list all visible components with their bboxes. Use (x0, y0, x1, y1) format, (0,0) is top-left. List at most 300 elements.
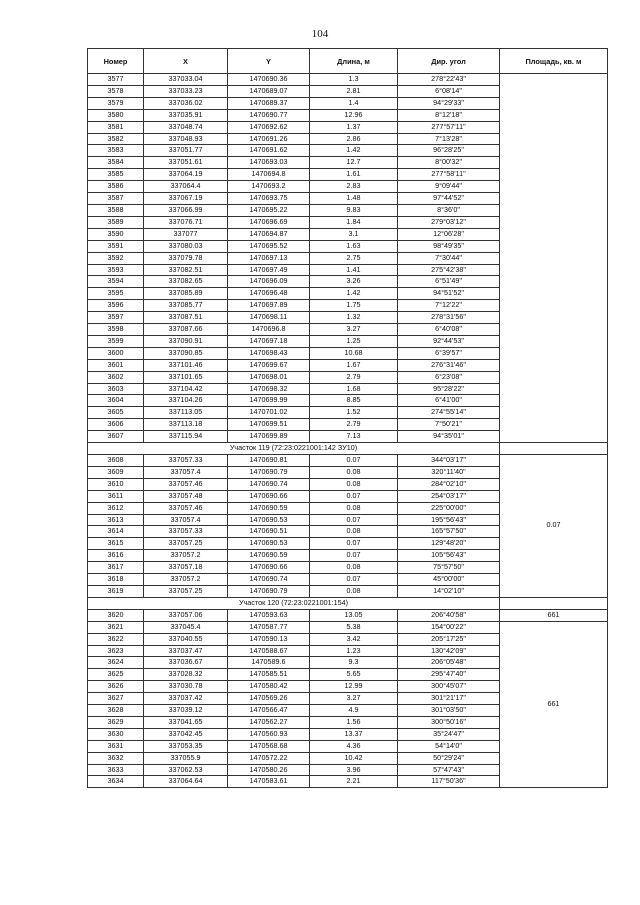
cell-x: 337057.25 (144, 538, 228, 550)
area-cell: 0.07 (500, 455, 608, 598)
cell-direction-angle: 277°57'11" (398, 121, 500, 133)
cell-length: 0.08 (310, 562, 398, 574)
cell-y: 1470690.79 (228, 585, 310, 597)
cell-x: 337037.47 (144, 645, 228, 657)
cell-x: 337101.65 (144, 371, 228, 383)
cell-direction-angle: 130°42'09" (398, 645, 500, 657)
cell-direction-angle: 274°55'14" (398, 407, 500, 419)
cell-direction-angle: 94°51'52" (398, 288, 500, 300)
cell-length: 3.1 (310, 228, 398, 240)
cell-y: 1470562.27 (228, 716, 310, 728)
cell-length: 3.42 (310, 633, 398, 645)
cell-length: 12.7 (310, 157, 398, 169)
cell-x: 337057.2 (144, 574, 228, 586)
cell-length: 9.3 (310, 657, 398, 669)
cell-y: 1470690.59 (228, 502, 310, 514)
cell-direction-angle: 154°00'22" (398, 621, 500, 633)
cell-number: 3632 (88, 752, 144, 764)
cell-x: 337077 (144, 228, 228, 240)
cell-number: 3623 (88, 645, 144, 657)
cell-length: 2.75 (310, 252, 398, 264)
cell-y: 1470691.26 (228, 133, 310, 145)
cell-x: 337113.18 (144, 419, 228, 431)
cell-direction-angle: 94°29'33" (398, 97, 500, 109)
cell-direction-angle: 75°57'50" (398, 562, 500, 574)
cell-length: 1.68 (310, 383, 398, 395)
cell-y: 1470689.07 (228, 85, 310, 97)
cell-direction-angle: 206°05'48" (398, 657, 500, 669)
area-cell-blank (500, 597, 608, 609)
cell-y: 1470697.18 (228, 335, 310, 347)
cell-y: 1470690.66 (228, 490, 310, 502)
cell-direction-angle: 92°44'53" (398, 335, 500, 347)
cell-direction-angle: 275°42'38" (398, 264, 500, 276)
cell-number: 3609 (88, 466, 144, 478)
cell-x: 337057.33 (144, 455, 228, 467)
cell-y: 1470693.2 (228, 181, 310, 193)
cell-length: 1.4 (310, 97, 398, 109)
cell-direction-angle: 45°00'00" (398, 574, 500, 586)
cell-x: 337057.06 (144, 609, 228, 621)
cell-length: 0.07 (310, 514, 398, 526)
cell-number: 3606 (88, 419, 144, 431)
cell-number: 3598 (88, 324, 144, 336)
cell-direction-angle: 95°28'22" (398, 383, 500, 395)
cell-x: 337041.65 (144, 716, 228, 728)
cell-length: 12.99 (310, 681, 398, 693)
cell-x: 337057.48 (144, 490, 228, 502)
cell-direction-angle: 278°22'43" (398, 74, 500, 86)
cell-length: 4.9 (310, 705, 398, 717)
table-row (88, 621, 608, 633)
header-length: Длина, м (310, 49, 398, 74)
cell-direction-angle: 320°11'40" (398, 466, 500, 478)
cell-number: 3593 (88, 264, 144, 276)
cell-y: 1470590.13 (228, 633, 310, 645)
cell-x: 337064.4 (144, 181, 228, 193)
cell-y: 1470696.69 (228, 216, 310, 228)
cell-direction-angle: 57°47'43" (398, 764, 500, 776)
cell-number: 3605 (88, 407, 144, 419)
cell-x: 337057.2 (144, 550, 228, 562)
cell-number: 3616 (88, 550, 144, 562)
cell-number: 3597 (88, 312, 144, 324)
cell-y: 1470693.03 (228, 157, 310, 169)
cell-length: 2.79 (310, 371, 398, 383)
cell-length: 2.21 (310, 776, 398, 788)
cell-length: 1.48 (310, 193, 398, 205)
cell-y: 1470694.87 (228, 228, 310, 240)
cell-length: 10.42 (310, 752, 398, 764)
cell-x: 337048.93 (144, 133, 228, 145)
cell-x: 337037.42 (144, 693, 228, 705)
cell-number: 3621 (88, 621, 144, 633)
cell-length: 2.86 (310, 133, 398, 145)
area-cell-merged: 661 (500, 621, 608, 788)
cell-length: 5.65 (310, 669, 398, 681)
cell-direction-angle: 96°28'25" (398, 145, 500, 157)
cell-x: 337057.4 (144, 514, 228, 526)
cell-y: 1470560.93 (228, 728, 310, 740)
cell-y: 1470699.89 (228, 431, 310, 443)
cell-x: 337057.25 (144, 585, 228, 597)
cell-direction-angle: 7°13'28" (398, 133, 500, 145)
coordinates-table (87, 48, 608, 788)
cell-x: 337082.65 (144, 276, 228, 288)
cell-x: 337040.55 (144, 633, 228, 645)
cell-y: 1470690.66 (228, 562, 310, 574)
area-cell (500, 74, 608, 443)
cell-direction-angle: 276°31'46" (398, 359, 500, 371)
cell-x: 337085.77 (144, 300, 228, 312)
cell-number: 3619 (88, 585, 144, 597)
cell-number: 3627 (88, 693, 144, 705)
cell-number: 3601 (88, 359, 144, 371)
cell-number: 3585 (88, 169, 144, 181)
cell-x: 337033.23 (144, 85, 228, 97)
cell-x: 337053.35 (144, 740, 228, 752)
cell-direction-angle: 8°12'18" (398, 109, 500, 121)
cell-x: 337113.05 (144, 407, 228, 419)
cell-number: 3592 (88, 252, 144, 264)
cell-length: 1.25 (310, 335, 398, 347)
cell-direction-angle: 195°56'43" (398, 514, 500, 526)
cell-x: 337057.46 (144, 478, 228, 490)
cell-direction-angle: 7°12'22" (398, 300, 500, 312)
cell-x: 337057.33 (144, 526, 228, 538)
cell-direction-angle: 284°02'10" (398, 478, 500, 490)
cell-direction-angle: 225°00'00" (398, 502, 500, 514)
cell-y: 1470695.22 (228, 204, 310, 216)
cell-y: 1470689.37 (228, 97, 310, 109)
cell-x: 337057.18 (144, 562, 228, 574)
cell-x: 337067.19 (144, 193, 228, 205)
cell-y: 1470696.48 (228, 288, 310, 300)
cell-direction-angle: 54°14'0" (398, 740, 500, 752)
cell-number: 3579 (88, 97, 144, 109)
cell-length: 1.42 (310, 145, 398, 157)
cell-direction-angle: 254°03'17" (398, 490, 500, 502)
cell-number: 3617 (88, 562, 144, 574)
cell-x: 337062.53 (144, 764, 228, 776)
cell-number: 3628 (88, 705, 144, 717)
cell-length: 4.36 (310, 740, 398, 752)
cell-length: 3.96 (310, 764, 398, 776)
cell-x: 337036.67 (144, 657, 228, 669)
cell-length: 1.41 (310, 264, 398, 276)
cell-y: 1470690.74 (228, 478, 310, 490)
cell-number: 3594 (88, 276, 144, 288)
cell-number: 3604 (88, 395, 144, 407)
cell-x: 337101.46 (144, 359, 228, 371)
cell-x: 337028.32 (144, 669, 228, 681)
header-x: X (144, 49, 228, 74)
cell-number: 3588 (88, 204, 144, 216)
cell-number: 3624 (88, 657, 144, 669)
cell-x: 337082.51 (144, 264, 228, 276)
cell-length: 1.32 (310, 312, 398, 324)
cell-x: 337055.9 (144, 752, 228, 764)
cell-number: 3599 (88, 335, 144, 347)
cell-number: 3582 (88, 133, 144, 145)
table-row (88, 74, 608, 86)
cell-number: 3578 (88, 85, 144, 97)
cell-number: 3603 (88, 383, 144, 395)
cell-x: 337104.42 (144, 383, 228, 395)
cell-y: 1470566.47 (228, 705, 310, 717)
cell-length: 3.27 (310, 324, 398, 336)
section-title-row (88, 597, 608, 609)
cell-y: 1470690.74 (228, 574, 310, 586)
cell-length: 3.26 (310, 276, 398, 288)
cell-length: 0.08 (310, 526, 398, 538)
cell-x: 337035.91 (144, 109, 228, 121)
cell-y: 1470692.62 (228, 121, 310, 133)
page-number: 104 (311, 28, 329, 40)
header-y: Y (228, 49, 310, 74)
cell-number: 3633 (88, 764, 144, 776)
cell-number: 3611 (88, 490, 144, 502)
cell-x: 337064.64 (144, 776, 228, 788)
header-row (88, 49, 608, 74)
cell-number: 3602 (88, 371, 144, 383)
cell-number: 3612 (88, 502, 144, 514)
table-body (88, 74, 608, 788)
cell-direction-angle: 117°50'36" (398, 776, 500, 788)
cell-y: 1470693.75 (228, 193, 310, 205)
cell-direction-angle: 6°23'08" (398, 371, 500, 383)
cell-length: 2.83 (310, 181, 398, 193)
cell-y: 1470572.22 (228, 752, 310, 764)
cell-x: 337033.04 (144, 74, 228, 86)
cell-x: 337051.61 (144, 157, 228, 169)
cell-x: 337064.19 (144, 169, 228, 181)
cell-y: 1470690.77 (228, 109, 310, 121)
cell-number: 3622 (88, 633, 144, 645)
cell-number: 3615 (88, 538, 144, 550)
cell-y: 1470690.59 (228, 550, 310, 562)
cell-x: 337090.91 (144, 335, 228, 347)
cell-y: 1470699.67 (228, 359, 310, 371)
area-cell: 661 (500, 609, 608, 621)
cell-y: 1470690.36 (228, 74, 310, 86)
cell-length: 0.07 (310, 574, 398, 586)
cell-x: 337115.94 (144, 431, 228, 443)
cell-y: 1470699.51 (228, 419, 310, 431)
cell-y: 1470580.42 (228, 681, 310, 693)
cell-number: 3590 (88, 228, 144, 240)
cell-direction-angle: 97°44'52" (398, 193, 500, 205)
section-title: Участок 120 (72:23:0221001:154) (88, 597, 500, 609)
cell-y: 1470698.32 (228, 383, 310, 395)
cell-direction-angle: 300°45'07" (398, 681, 500, 693)
cell-number: 3581 (88, 121, 144, 133)
cell-number: 3618 (88, 574, 144, 586)
cell-x: 337087.51 (144, 312, 228, 324)
table-row (88, 609, 608, 621)
cell-y: 1470697.13 (228, 252, 310, 264)
cell-direction-angle: 344°03'17" (398, 455, 500, 467)
cell-x: 337057.46 (144, 502, 228, 514)
cell-y: 1470568.68 (228, 740, 310, 752)
cell-y: 1470690.79 (228, 466, 310, 478)
cell-length: 1.61 (310, 169, 398, 181)
cell-length: 0.08 (310, 466, 398, 478)
cell-number: 3589 (88, 216, 144, 228)
cell-direction-angle: 8°00'32" (398, 157, 500, 169)
cell-direction-angle: 98°49'35" (398, 240, 500, 252)
header-number: Номер (88, 49, 144, 74)
cell-length: 0.08 (310, 502, 398, 514)
cell-direction-angle: 35°24'47" (398, 728, 500, 740)
cell-direction-angle: 278°31'56" (398, 312, 500, 324)
cell-x: 337090.85 (144, 347, 228, 359)
cell-length: 0.07 (310, 490, 398, 502)
section-title: Участок 119 (72:23:0221001:142 ЗУ10) (88, 443, 500, 455)
cell-length: 3.27 (310, 693, 398, 705)
cell-y: 1470569.26 (228, 693, 310, 705)
cell-direction-angle: 165°57'50" (398, 526, 500, 538)
cell-number: 3630 (88, 728, 144, 740)
cell-y: 1470691.62 (228, 145, 310, 157)
cell-y: 1470696.8 (228, 324, 310, 336)
cell-length: 13.05 (310, 609, 398, 621)
cell-length: 1.67 (310, 359, 398, 371)
cell-number: 3608 (88, 455, 144, 467)
section-title-row (88, 443, 608, 455)
cell-length: 10.68 (310, 347, 398, 359)
cell-x: 337048.74 (144, 121, 228, 133)
cell-direction-angle: 277°58'11" (398, 169, 500, 181)
cell-length: 1.23 (310, 645, 398, 657)
cell-length: 1.84 (310, 216, 398, 228)
cell-number: 3614 (88, 526, 144, 538)
cell-y: 1470580.26 (228, 764, 310, 776)
cell-length: 0.08 (310, 585, 398, 597)
cell-length: 8.85 (310, 395, 398, 407)
cell-x: 337051.77 (144, 145, 228, 157)
cell-direction-angle: 12°06'28" (398, 228, 500, 240)
cell-x: 337076.71 (144, 216, 228, 228)
cell-length: 1.37 (310, 121, 398, 133)
cell-number: 3607 (88, 431, 144, 443)
cell-direction-angle: 14°02'10" (398, 585, 500, 597)
cell-number: 3595 (88, 288, 144, 300)
cell-direction-angle: 6°39'57" (398, 347, 500, 359)
cell-length: 1.56 (310, 716, 398, 728)
cell-y: 1470587.77 (228, 621, 310, 633)
cell-length: 1.3 (310, 74, 398, 86)
cell-direction-angle: 6°51'49" (398, 276, 500, 288)
cell-direction-angle: 295°47'40" (398, 669, 500, 681)
cell-y: 1470698.01 (228, 371, 310, 383)
cell-direction-angle: 206°40'58" (398, 609, 500, 621)
cell-direction-angle: 205°17'25" (398, 633, 500, 645)
cell-x: 337079.78 (144, 252, 228, 264)
cell-length: 9.83 (310, 204, 398, 216)
cell-y: 1470690.53 (228, 514, 310, 526)
cell-x: 337045.4 (144, 621, 228, 633)
cell-length: 5.38 (310, 621, 398, 633)
cell-length: 1.63 (310, 240, 398, 252)
cell-x: 337030.78 (144, 681, 228, 693)
cell-y: 1470583.61 (228, 776, 310, 788)
cell-number: 3634 (88, 776, 144, 788)
cell-direction-angle: 7°30'44" (398, 252, 500, 264)
cell-y: 1470690.81 (228, 455, 310, 467)
cell-direction-angle: 300°50'16" (398, 716, 500, 728)
cell-number: 3600 (88, 347, 144, 359)
cell-length: 1.52 (310, 407, 398, 419)
cell-number: 3587 (88, 193, 144, 205)
cell-number: 3577 (88, 74, 144, 86)
cell-direction-angle: 301°03'50" (398, 705, 500, 717)
cell-number: 3629 (88, 716, 144, 728)
cell-length: 12.96 (310, 109, 398, 121)
cell-number: 3631 (88, 740, 144, 752)
cell-direction-angle: 8°36'0" (398, 204, 500, 216)
cell-y: 1470690.53 (228, 538, 310, 550)
table-row (88, 455, 608, 467)
cell-y: 1470697.49 (228, 264, 310, 276)
cell-length: 1.42 (310, 288, 398, 300)
cell-y: 1470698.11 (228, 312, 310, 324)
cell-length: 0.07 (310, 550, 398, 562)
header-area: Площадь, кв. м (500, 49, 608, 74)
cell-direction-angle: 7°50'21" (398, 419, 500, 431)
cell-y: 1470697.89 (228, 300, 310, 312)
cell-y: 1470589.6 (228, 657, 310, 669)
cell-x: 337039.12 (144, 705, 228, 717)
cell-length: 1.75 (310, 300, 398, 312)
cell-direction-angle: 94°35'01" (398, 431, 500, 443)
cell-direction-angle: 6°40'08" (398, 324, 500, 336)
cell-number: 3626 (88, 681, 144, 693)
cell-y: 1470690.51 (228, 526, 310, 538)
cell-direction-angle: 9°09'44" (398, 181, 500, 193)
cell-y: 1470694.8 (228, 169, 310, 181)
cell-x: 337057.4 (144, 466, 228, 478)
cell-length: 7.13 (310, 431, 398, 443)
area-cell-blank (500, 443, 608, 455)
cell-direction-angle: 6°41'00" (398, 395, 500, 407)
cell-y: 1470593.63 (228, 609, 310, 621)
cell-y: 1470695.52 (228, 240, 310, 252)
cell-length: 13.37 (310, 728, 398, 740)
cell-number: 3596 (88, 300, 144, 312)
cell-y: 1470701.02 (228, 407, 310, 419)
cell-length: 2.81 (310, 85, 398, 97)
cell-y: 1470696.09 (228, 276, 310, 288)
cell-number: 3584 (88, 157, 144, 169)
cell-direction-angle: 6°08'14" (398, 85, 500, 97)
cell-number: 3583 (88, 145, 144, 157)
cell-direction-angle: 105°56'43" (398, 550, 500, 562)
cell-number: 3620 (88, 609, 144, 621)
cell-x: 337080.03 (144, 240, 228, 252)
cell-direction-angle: 301°21'17" (398, 693, 500, 705)
cell-length: 0.08 (310, 478, 398, 490)
cell-direction-angle: 279°03'12" (398, 216, 500, 228)
cell-number: 3625 (88, 669, 144, 681)
cell-x: 337104.26 (144, 395, 228, 407)
cell-x: 337085.89 (144, 288, 228, 300)
cell-x: 337042.45 (144, 728, 228, 740)
cell-length: 2.79 (310, 419, 398, 431)
cell-number: 3580 (88, 109, 144, 121)
cell-number: 3586 (88, 181, 144, 193)
header-direction-angle: Дир. угол (398, 49, 500, 74)
